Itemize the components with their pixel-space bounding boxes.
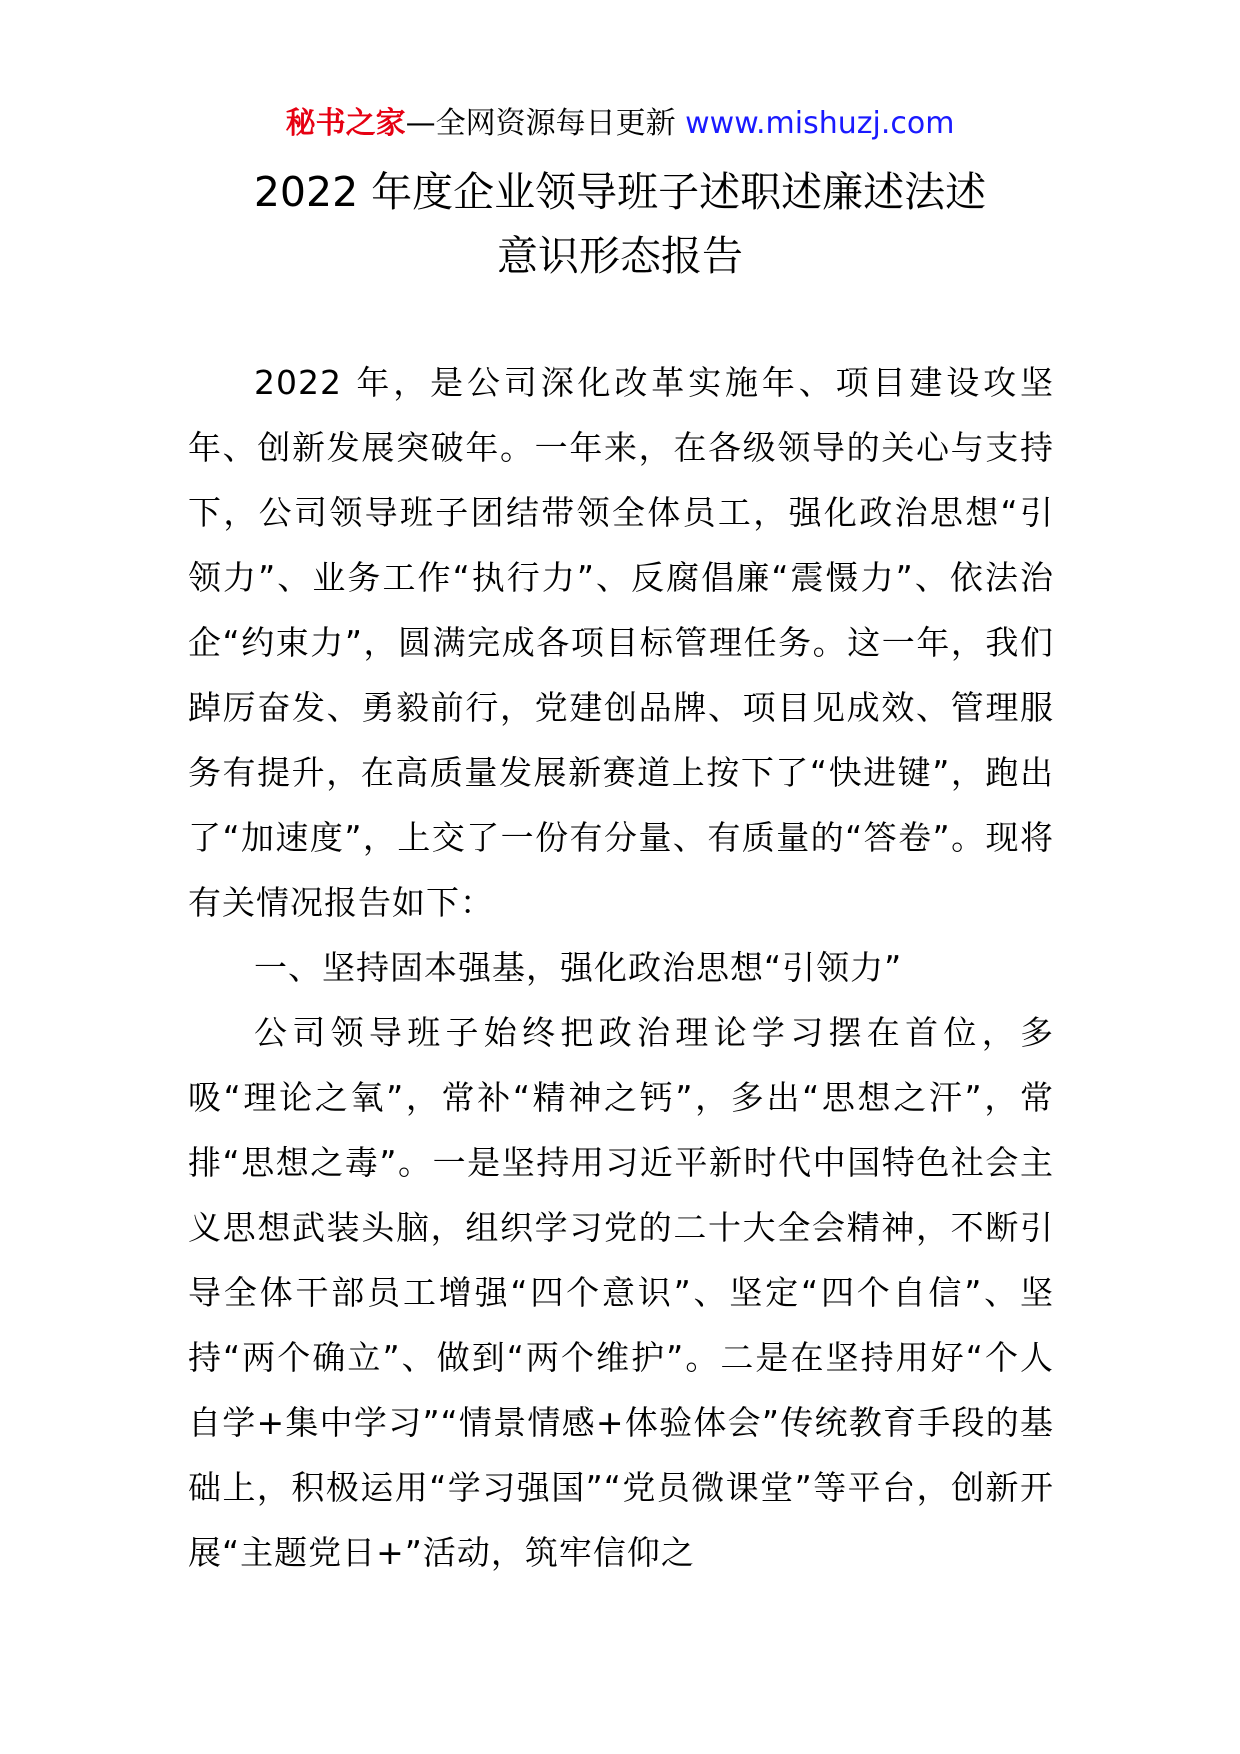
site-header (0, 104, 1240, 144)
intro-paragraph: 2022 年，是公司深化改革实施年、项目建设攻坚年、创新发展突破年。一年来，在各级领导的关心与支持下，公司领导班子团结带领全体员工，强化政治思想“引领力”、业务工作“执行力”、反腐倡廉“震慑力”、依法治企“约束力”，圆满完成各项目标管理任务。这一年，我们踔厉奋发、勇毅前行，党建创品牌、项目见成效、管理服务有提升，在高质量发展新赛道上按下了“快进键”，跑出了“加速度”，上交了一份有分量、有质量的“答卷”。现将有关情况报告如下： (188, 363, 1054, 922)
document-body (188, 350, 1054, 1585)
document-title (0, 160, 1240, 288)
site-url-link[interactable]: www.mishuzj.com (685, 106, 955, 141)
section-1-paragraph: 公司领导班子始终把政治理论学习摆在首位，多吸“理论之氧”，常补“精神之钙”，多出“思想之汗”，常排“思想之毒”。一是坚持用习近平新时代中国特色社会主义思想武装头脑，组织学习党的二十大全会精神，不断引导全体干部员工增强“四个意识”、坚定“四个自信”、坚持“两个确立”、做到“两个维护”。二是在坚持用好“个人自学+集中学习”“情景情感+体验体会”传统教育手段的基础上，积极运用“学习强国”“党员微课堂”等平台，创新开展“主题党日+”活动，筑牢信仰之 (188, 1013, 1054, 1572)
header-slogan: —全网资源每日更新 (405, 106, 686, 141)
title-line-2: 意识形态报告 (497, 232, 743, 280)
title-line-1: 2022 年度企业领导班子述职述廉述法述 (253, 168, 987, 216)
brand-name: 秘书之家 (285, 106, 406, 141)
section-heading-1: 一、坚持固本强基，强化政治思想“引领力” (254, 948, 903, 987)
